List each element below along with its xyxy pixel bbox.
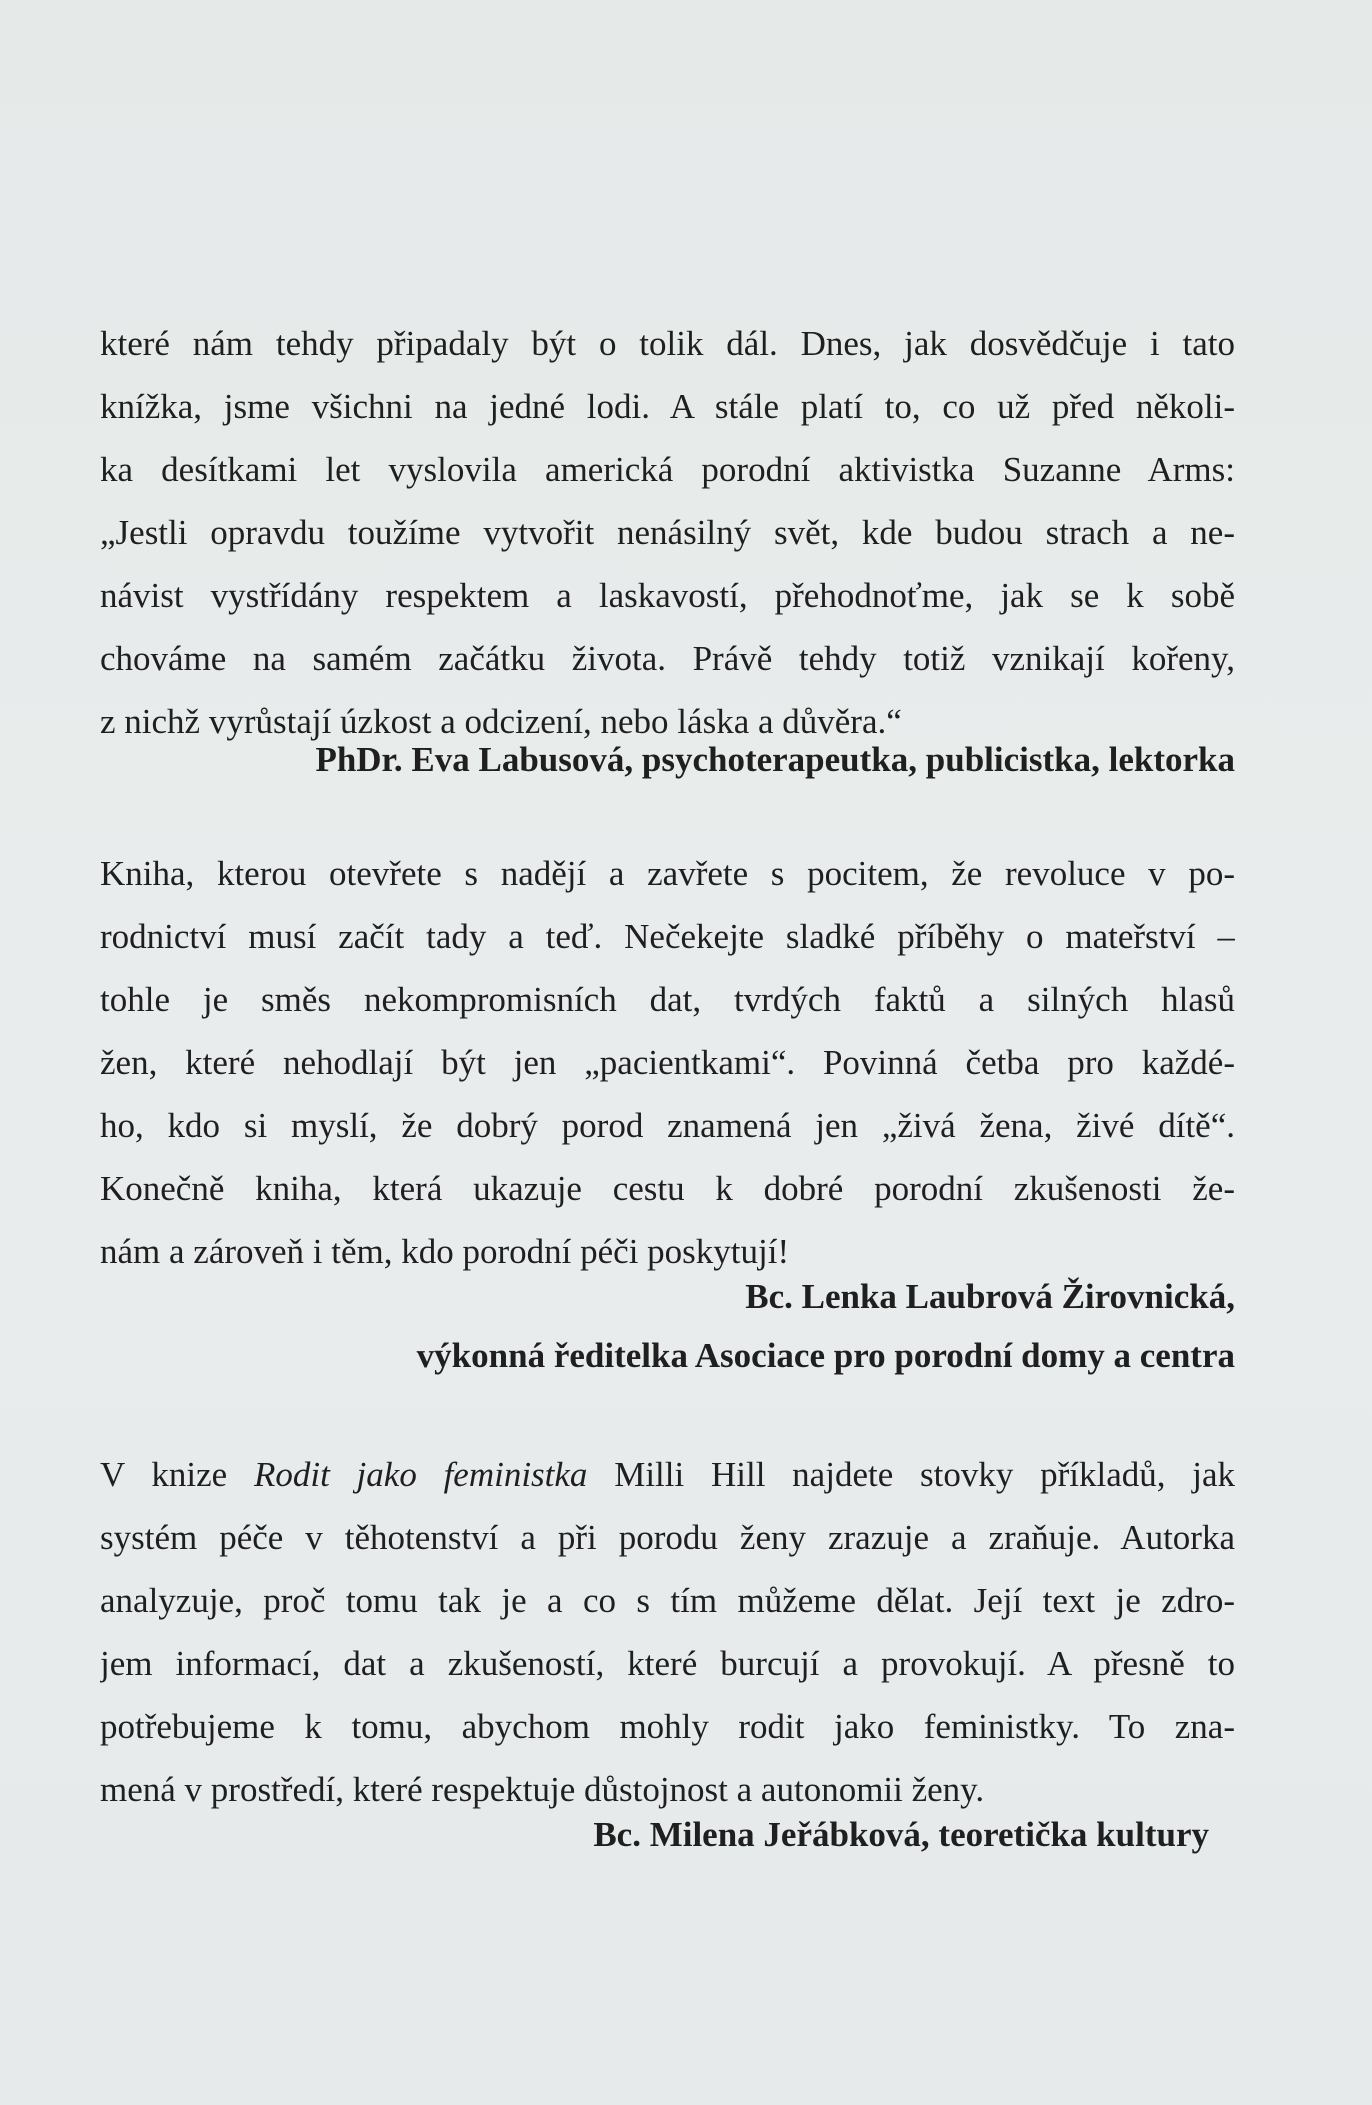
quote3-line-5: potřebujeme k tomu, abychom mohly rodit jako feministky. To zna- [100, 1707, 1235, 1746]
quote2-line-3: tohle je směs nekompromisních dat, tvrdých faktů a silných hlasů [100, 980, 1235, 1019]
quote1-line-6: chováme na samém začátku života. Právě tehdy totiž vznikají kořeny, [100, 639, 1235, 678]
quote2-line-4: žen, které nehodlají být jen „pacientkami“. Povinná četba pro každé- [100, 1043, 1235, 1082]
quote3-line-1 [100, 1443, 1235, 1506]
quote1-line-3: ka desítkami let vyslovila americká porodní aktivistka Suzanne Arms: [100, 450, 1235, 489]
quote2-line-2: rodnictví musí začít tady a teď. Nečekejte sladké příběhy o mateřství – [100, 917, 1235, 956]
quote2-attribution-name: Bc. Lenka Laubrová Žirovnická, [745, 1277, 1235, 1316]
quote1-line-5: návist vystřídány respektem a laskavostí, přehodnoťme, jak se k sobě [100, 576, 1235, 615]
quote3-line-6: mená v prostředí, které respektuje důstojnost a autonomii ženy. [100, 1770, 985, 1809]
quote3-line-2: systém péče v těhotenství a při porodu ženy zrazuje a zraňuje. Autorka [100, 1518, 1235, 1557]
quote2-line-1: Kniha, kterou otevřete s nadějí a zavřete s pocitem, že revoluce v po- [100, 854, 1235, 893]
quote3-line-4: jem informací, dat a zkušeností, které burcují a provokují. A přesně to [100, 1644, 1235, 1683]
quote3-attribution: Bc. Milena Jeřábková, teoretička kultury [593, 1815, 1209, 1854]
quote3-line-1-before: V knize [100, 1455, 254, 1494]
quote2-line-7: nám a zároveň i těm, kdo porodní péči poskytují! [100, 1232, 790, 1271]
book-title: Rodit jako feministka [253, 1455, 588, 1494]
quote1-line-1: které nám tehdy připadaly být o tolik dál. Dnes, jak dosvědčuje i tato [100, 324, 1235, 363]
quote1-line-2: knížka, jsme všichni na jedné lodi. A stále platí to, co už před několi- [100, 387, 1235, 426]
quote3-line-1-after: Milli Hill najdete stovky příkladů, jak [587, 1455, 1235, 1494]
quote2-line-5: ho, kdo si myslí, že dobrý porod znamená jen „živá žena, živé dítě“. [100, 1106, 1235, 1145]
quote1-attribution: PhDr. Eva Labusová, psychoterapeutka, publicistka, lektorka [315, 740, 1235, 779]
quote2-attribution-role: výkonná ředitelka Asociace pro porodní domy a centra [416, 1336, 1235, 1375]
quote3-line-3: analyzuje, proč tomu tak je a co s tím můžeme dělat. Její text je zdro- [100, 1581, 1235, 1620]
quote1-line-4: „Jestli opravdu toužíme vytvořit nenásilný svět, kde budou strach a ne- [100, 513, 1235, 552]
quote2-line-6: Konečně kniha, která ukazuje cestu k dobré porodní zkušenosti že- [100, 1169, 1235, 1208]
quote1-line-7: z nichž vyrůstají úzkost a odcizení, nebo láska a důvěra.“ [100, 702, 902, 741]
